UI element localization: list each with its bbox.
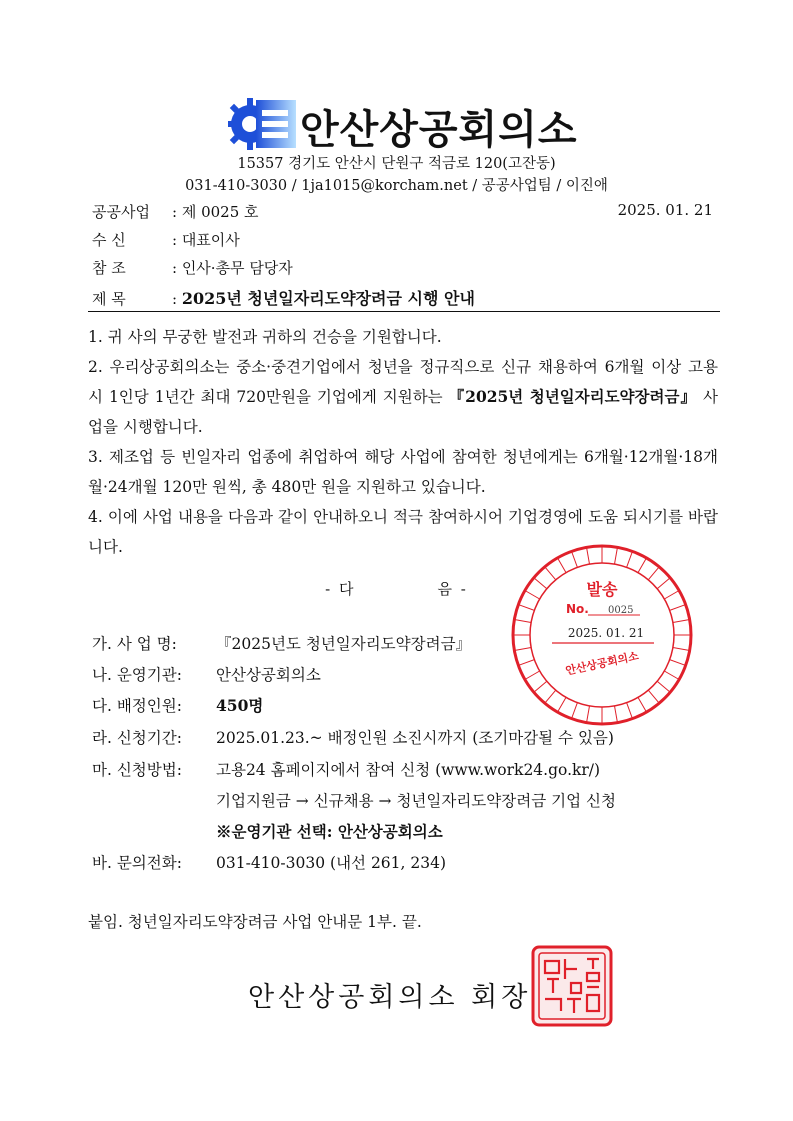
item-contact	[92, 851, 446, 873]
stamp-tick	[572, 551, 578, 567]
org-logo	[228, 96, 578, 153]
paragraph-2-tail: 사업을 시행합니다.	[88, 388, 718, 436]
subject-value: 2025년 청년일자리도약장려금 시행 안내	[181, 289, 475, 308]
stamp-tick	[545, 690, 556, 703]
doc-number-key: 공공사업	[92, 203, 150, 221]
stamp-tick	[657, 578, 670, 589]
stamp-tick	[670, 660, 686, 666]
org-name: 안산상공회의소	[300, 107, 578, 153]
item-key: 나. 운영기관:	[92, 666, 182, 684]
stamp-tick	[648, 567, 659, 580]
body-text	[88, 322, 718, 562]
recipient-value: : 대표이사	[172, 231, 240, 249]
item-value: 031-410-3030 (내선 261, 234)	[216, 854, 447, 872]
item-value: 고용24 홈페이지에서 참여 신청 (www.work24.go.kr/)	[216, 761, 601, 779]
item-method-path: 기업지원금 → 신규채용 → 청년일자리도약장려금 기업 신청	[216, 792, 616, 810]
subject-key: 제 목	[92, 290, 126, 308]
item-quota	[92, 694, 263, 716]
address-line: 15357 경기도 안산시 단원구 적금로 120(고잔동)	[237, 156, 556, 172]
stamp-tick	[525, 591, 540, 600]
item-value: 450명	[216, 696, 264, 715]
item-key: 마. 신청방법:	[92, 761, 182, 779]
subject-row	[92, 286, 475, 309]
item-method-note: ※운영기관 선택: 안산상공회의소	[216, 822, 443, 841]
stamp-tick	[572, 703, 578, 719]
paragraph-2-text: 2. 우리상공회의소는 중소·중견기업에서 청년을 정규직으로 신규 채용하여 6개월 이상 고용 시 1인당 1년간 최대 720만원을 기업에게 지원하는	[88, 358, 718, 406]
doc-date: 2025. 01. 21	[617, 201, 713, 219]
stamp-tick	[558, 558, 567, 573]
stamp-tick	[657, 681, 670, 692]
section-title-left: - 다	[325, 580, 356, 598]
stamp-tick	[545, 567, 556, 580]
paragraph-2	[88, 352, 718, 442]
stamp-tick	[638, 558, 647, 573]
paragraph-4: 4. 이에 사업 내용을 다음과 같이 안내하오니 적극 참여하시어 기업경영에 도움 되시기를 바랍니다.	[88, 508, 718, 556]
recipient-row	[92, 229, 240, 250]
stamp-tick	[648, 690, 659, 703]
stamp-label: 발송	[586, 580, 618, 599]
attachment-line: 붙임. 청년일자리도약장려금 사업 안내문 1부. 끝.	[88, 913, 422, 931]
stamp-tick	[615, 706, 618, 723]
item-period	[92, 726, 614, 748]
stamp-tick	[587, 706, 590, 723]
stamp-tick	[615, 547, 618, 564]
stamp-date: 2025. 01. 21	[567, 626, 645, 640]
stamp-tick	[638, 697, 647, 712]
stamp-no-value: 0025	[608, 605, 634, 616]
reference-row	[92, 257, 293, 278]
subject-colon: :	[172, 290, 182, 308]
item-value: 『2025년도 청년일자리도약장려금』	[216, 635, 472, 653]
reference-key: 참 조	[92, 259, 126, 277]
stamp-tick	[670, 605, 686, 611]
seal-image	[531, 945, 613, 1027]
stamp-tick	[518, 660, 534, 666]
stamp-no-label: No.	[566, 602, 589, 616]
item-key: 다. 배정인원:	[92, 697, 182, 715]
paragraph-3: 3. 제조업 등 빈일자리 업종에 취업하여 해당 사업에 참여한 청년에게는 6개월·12개월·18개월·24개월 120만 원씩, 총 480만 원을 지원하고 있습니다.	[88, 448, 718, 496]
doc-number-row	[92, 201, 259, 222]
section-title-right: 음 -	[437, 580, 468, 598]
header-divider	[88, 311, 720, 312]
gear-logo-icon	[228, 96, 298, 152]
stamp-org: 안산상공회의소	[564, 649, 640, 678]
item-key: 바. 문의전화:	[92, 854, 182, 872]
stamp-tick	[673, 648, 690, 651]
item-program-name	[92, 632, 471, 654]
stamp-tick	[518, 605, 534, 611]
doc-number-value: : 제 0025 호	[172, 203, 259, 221]
item-method	[92, 758, 600, 780]
stamp-tick	[534, 681, 547, 692]
official-seal	[531, 945, 613, 1027]
dispatch-stamp	[510, 543, 694, 727]
stamp-tick	[525, 671, 540, 680]
item-value: 2025.01.23.~ 배정인원 소진시까지 (조기마감될 수 있음)	[216, 729, 614, 747]
stamp-tick	[673, 620, 690, 623]
stamp-tick	[558, 697, 567, 712]
signer: 안산상공회의소 회장	[248, 982, 532, 1013]
stamp-tick	[514, 648, 531, 651]
paragraph-1: 1. 귀 사의 무궁한 발전과 귀하의 건승을 기원합니다.	[88, 328, 442, 346]
program-name: 『2025년 청년일자리도약장려금』	[448, 387, 698, 406]
item-value: 안산상공회의소	[216, 666, 321, 684]
item-key: 라. 신청기간:	[92, 729, 182, 747]
stamp-tick	[627, 703, 633, 719]
contact-line: 031-410-3030 / 1ja1015@korcham.net / 공공사업팀 / 이진애	[185, 178, 608, 194]
item-key: 가. 사 업 명:	[92, 635, 177, 653]
stamp-tick	[534, 578, 547, 589]
reference-value: : 인사·총무 담당자	[172, 259, 293, 277]
stamp-tick	[587, 547, 590, 564]
recipient-key: 수 신	[92, 231, 126, 249]
stamp-tick	[514, 620, 531, 623]
stamp-tick	[664, 591, 679, 600]
item-operator	[92, 663, 321, 685]
stamp-tick	[627, 551, 633, 567]
stamp-tick	[664, 671, 679, 680]
